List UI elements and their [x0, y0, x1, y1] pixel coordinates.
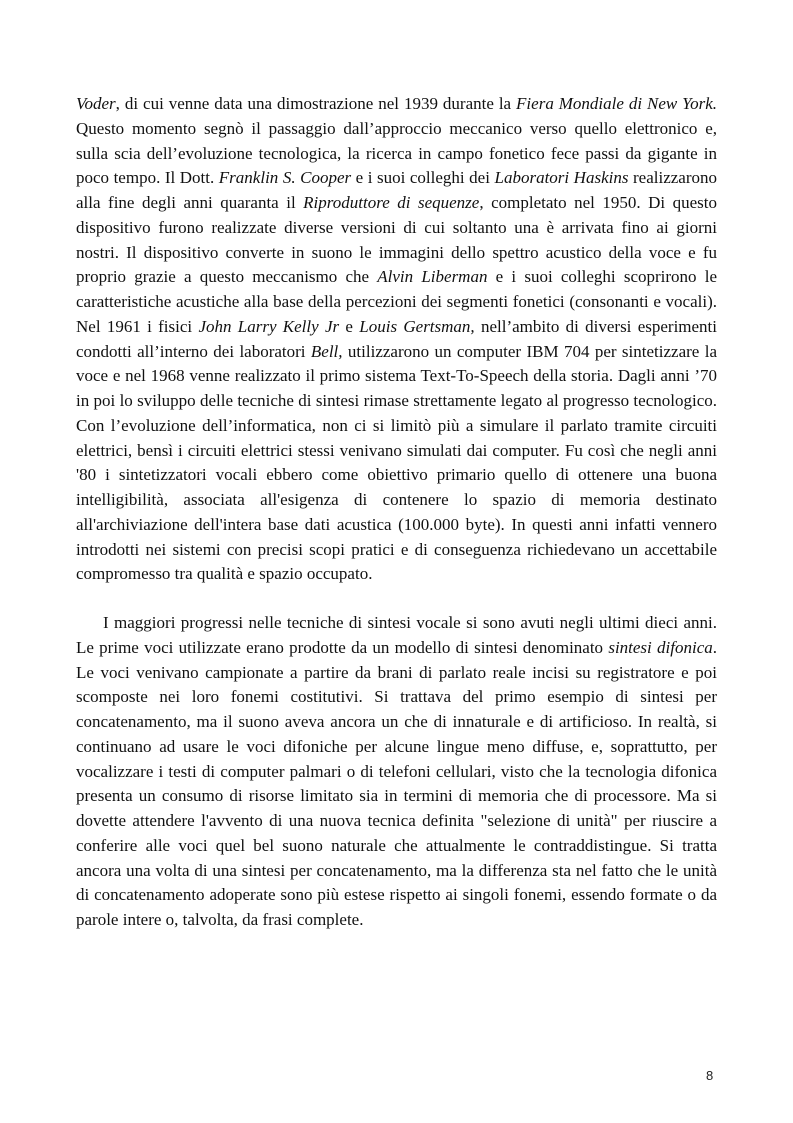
emphasized-text: Riproduttore di sequenze — [303, 193, 480, 212]
body-text: . Le voci venivano campionate a partire da brani di parlato reale incisi su registratore e poi scomposte nei loro fonemi costitutivi. Si trattava del primo esempio di sintesi per concatenamento, ma il suono aveva ancora un che di innaturale e di artificioso. In realtà, si continuano ad usare le voci difoniche per alcune lingue meno diffuse, e, soprattutto, per vocalizzare i testi di computer palmari o di telefoni cellulari, visto che la tecnologia difonica presenta un consumo di risorse limitato sia in termini di memoria che di processore. Ma si dovette attendere l'avvento di una nuova tecnica definita "selezione di unità" per riuscire a conferire alle voci quel bel suono naturale che attualmente le contraddistingue. Si tratta ancora una volta di una sintesi per concatenamento, ma la differenza sta nel fatto che le unità di concatenamento adoperate sono più estese rispetto ai singoli fonemi, essendo formate o da parole intere o, talvolta, da frasi complete. — [76, 637, 717, 929]
body-text: e — [339, 316, 360, 336]
emphasized-text: Voder — [76, 94, 116, 113]
body-text: Questo momento segnò il passaggio dall’approccio meccanico verso quello elettronico e, sulla scia dell’evoluzione tecnologica, la ricerca in campo fonetico fece passi da gigante in poco tempo. Il Dott. — [76, 118, 717, 188]
page-number: 8 — [706, 1068, 714, 1083]
emphasized-text: sintesi difonica — [608, 637, 713, 657]
emphasized-text: John Larry Kelly Jr — [198, 316, 340, 336]
paragraph-1 — [76, 92, 717, 587]
body-text: utilizzarono un computer IBM 704 per sintetizzare la voce e nel 1968 venne realizzato il primo sistema Text-To-Speech della storia. Dagli anni ’70 in poi lo sviluppo delle tecniche di sintesi rimase strettamente legato al progresso tecnologico. Con l’evoluzione dell’informatica, non ci si limitò più a simulare il parlato tramite circuiti elettrici, bensì i circuiti elettrici stessi venivano simulati dai computer. Fu così che negli anni '80 i sintetizzatori vocali ebbero come obiettivo primario quello di ottenere una buona intelligibilità, associata all'esigenza di contenere lo spazio di memoria destinato all'archiviazione dell'intera base dati acustica (100.000 byte). In questi anni infatti vennero introdotti nei sistemi con precisi scopi pratici e di conseguenza richiedevano un accettabile compromesso tra qualità e spazio occupato. — [76, 341, 717, 584]
emphasized-text: Alvin Liberman — [377, 267, 488, 287]
emphasized-text: Laboratori Haskins — [494, 168, 629, 188]
body-text: e i suoi colleghi scoprirono le caratteristiche acustiche alla base della percezioni dei segmenti fonetici (consonanti e vocali). Nel 1961 i fisici — [76, 267, 718, 336]
document-body — [76, 92, 717, 933]
body-text: , completato nel 1950. Di questo dispositivo furono realizzate diverse versioni di cui soltanto una è arrivata fino ai giorni nostri. Il dispositivo converte in suono le immagini dello spettro acustico della voce e fu proprio grazie a questo meccanismo che — [76, 193, 717, 287]
body-text: nell’ambito di diversi esperimenti condotti all’interno dei laboratori — [76, 316, 718, 361]
emphasized-text: Bell, — [310, 341, 343, 361]
body-text: e i suoi colleghi dei — [351, 168, 495, 188]
body-text: I maggiori progressi nelle tecniche di sintesi vocale si sono avuti negli ultimi dieci anni. Le prime voci utilizzate erano prodotte da un modello di sintesi denominato — [76, 613, 717, 657]
emphasized-text: Franklin S. Cooper — [218, 168, 352, 188]
emphasized-text: Fiera Mondiale di New York. — [516, 94, 717, 113]
emphasized-text: Louis Gertsman, — [359, 316, 475, 336]
paragraph-2 — [76, 611, 717, 933]
body-text: realizzarono alla fine degli anni quaranta il — [76, 168, 717, 212]
body-text: , di cui venne data una dimostrazione nel 1939 durante la — [115, 94, 517, 113]
